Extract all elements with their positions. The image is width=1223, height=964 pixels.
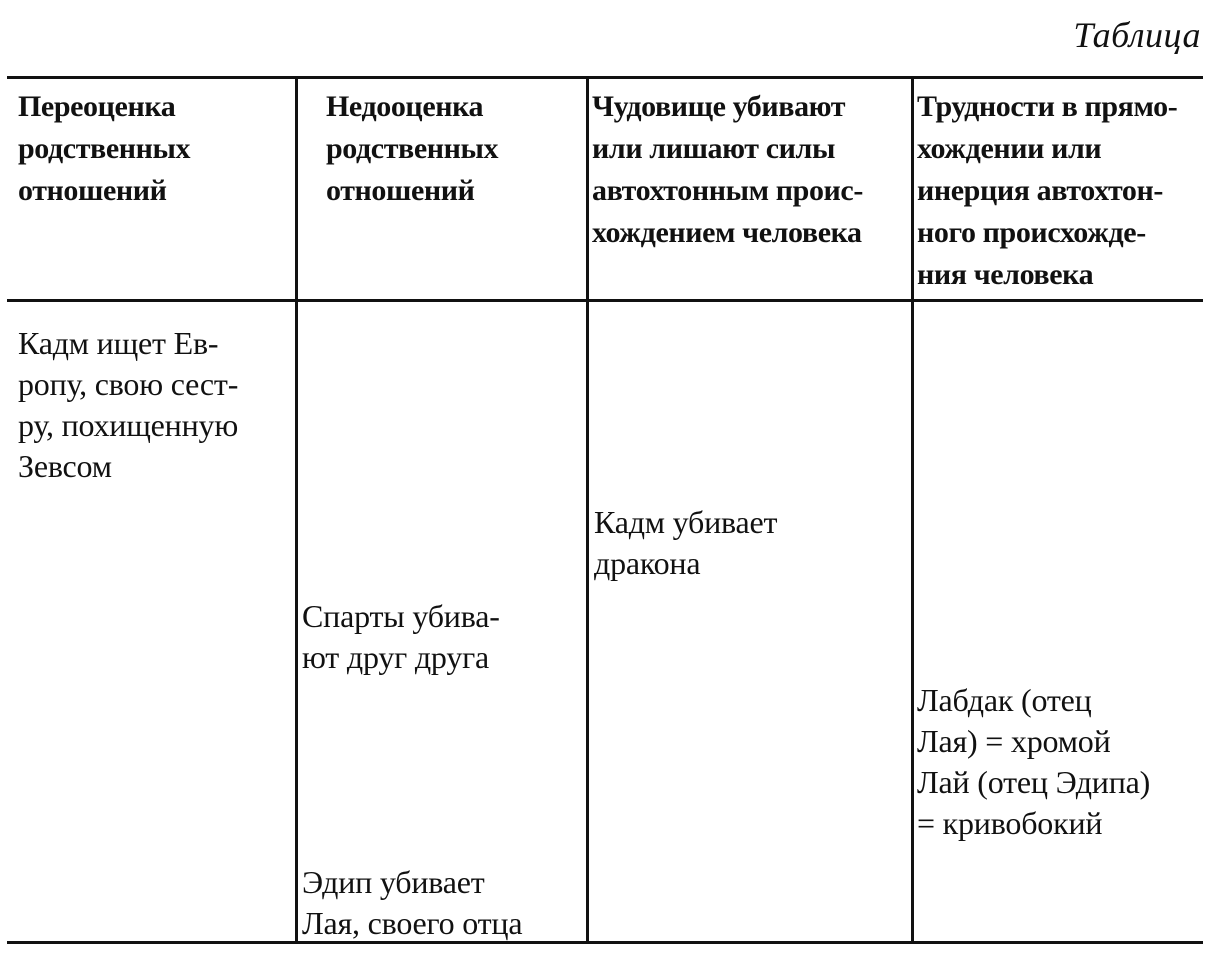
header-line: Трудности в прямо- — [917, 90, 1178, 123]
entry-line: Кадм убивает — [594, 504, 778, 540]
header-line: или лишают силы — [592, 132, 835, 165]
entry-line: = кривобокий — [917, 805, 1103, 841]
entry-line: Эдип убивает — [302, 864, 485, 900]
header-cell-walking-difficulty — [917, 86, 1177, 296]
header-line: Переоценка — [18, 90, 176, 123]
entry-line: Лая, своего отца — [302, 905, 523, 941]
entry-line: ют друг друга — [302, 639, 490, 675]
entry-cadmus-kills-dragon — [594, 502, 777, 584]
entry-line: Лабдак (отец — [917, 682, 1092, 718]
header-line: хождением человека — [592, 216, 862, 249]
entry-oedipus-kills-laius — [302, 862, 522, 944]
header-line: ного происхожде- — [917, 216, 1146, 249]
table-caption: Таблица — [1073, 15, 1201, 55]
entry-labdacus-laius — [917, 680, 1150, 844]
header-line: отношений — [18, 174, 167, 207]
entry-cadmus-seeks-europa — [18, 323, 238, 487]
entry-line: дракона — [594, 545, 701, 581]
header-bottom-rule — [7, 299, 1203, 302]
column-divider-3 — [911, 76, 914, 944]
header-line: инерция автохтон- — [917, 174, 1163, 207]
column-divider-2 — [586, 76, 589, 944]
header-cell-underrating — [326, 86, 498, 212]
entry-line: Кадм ищет Ев- — [18, 325, 219, 361]
column-divider-1 — [295, 76, 298, 944]
entry-line: Лая) = хромой — [917, 723, 1111, 759]
table-top-rule — [7, 76, 1203, 79]
header-line: хождении или — [917, 132, 1102, 165]
header-line: отношений — [326, 174, 475, 207]
entry-spartoi-kill-each-other — [302, 596, 500, 678]
header-cell-overrating — [18, 86, 190, 212]
entry-line: Спарты убива- — [302, 598, 500, 634]
header-line: родственных — [326, 132, 499, 165]
header-line: родственных — [18, 132, 191, 165]
header-line: автохтонным проис- — [592, 174, 863, 207]
entry-line: ропу, свою сест- — [18, 366, 239, 402]
entry-line: ру, похищенную — [18, 407, 239, 443]
entry-line: Зевсом — [18, 448, 112, 484]
entry-line: Лай (отец Эдипа) — [917, 764, 1151, 800]
header-line: ния человека — [917, 258, 1094, 291]
header-cell-monster-slain — [592, 86, 863, 254]
header-line: Недооценка — [326, 90, 484, 123]
table-bottom-rule — [7, 941, 1203, 944]
header-line: Чудовище убивают — [592, 90, 846, 123]
